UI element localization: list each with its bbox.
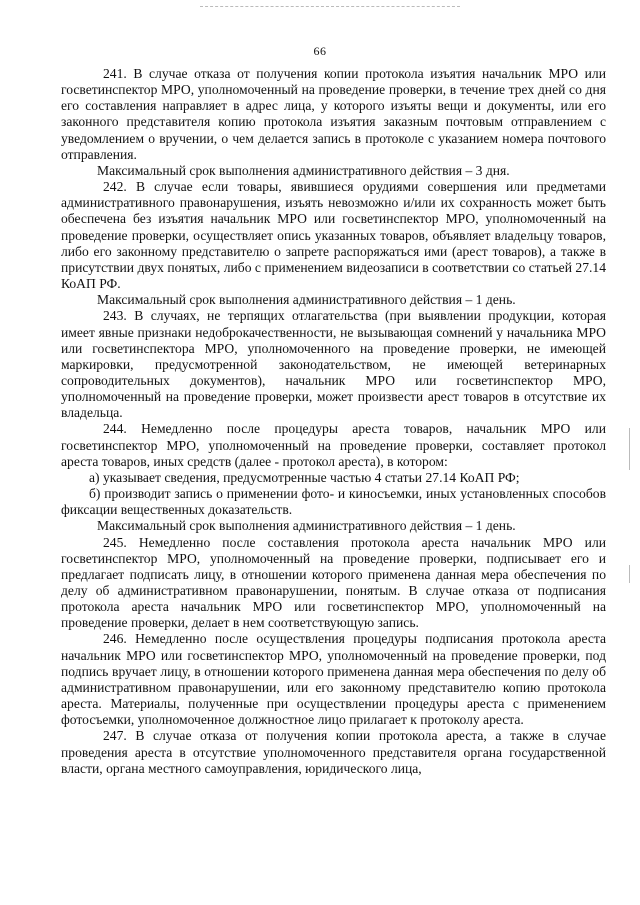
page-number: 66 [313,44,327,58]
scan-margin-mark [629,428,630,470]
list-item-paragraph: б) производит запись о применении фото- и киносъемки, иных установленных способов фиксации вещественных доказательств. [61,486,606,518]
paragraph: 247. В случае отказа от получения копии протокола ареста, а также в случае проведения ареста в отсутствие уполномоченного представителя органа государственной власти, органа местного самоуправления, юридического лица, [61,728,606,776]
deadline-paragraph: Максимальный срок выполнения административного действия – 1 день. [97,518,516,534]
document-body [61,66,606,777]
paragraph: 243. В случаях, не терпящих отлагательства (при выявлении продукции, которая имеет явные признаки недоброкачественности, не вызывающая сомнений у начальника МРО или госветинспектора МРО, уполномоченного на проведение проверки, не имеющей маркировки, предусмотренной законодательством, не имеющей ветеринарных сопроводительных документов), начальник МРО или госветинспектор МРО, уполномоченный на проведение проверки, может произвести арест товаров в отсутствие их владельца. [61,308,606,421]
scan-edge-line [200,6,460,8]
scan-margin-mark [629,565,630,583]
deadline-paragraph: Максимальный срок выполнения административного действия – 1 день. [97,292,516,308]
paragraph: 241. В случае отказа от получения копии протокола изъятия начальник МРО или госветинспектор МРО, уполномоченный на проведение проверки, в течение трех дней со дня его составления направляет в адрес лица, у которого изъяты вещи и документы, или его законного представителя копию протокола изъятия заказным почтовым отправлением с уведомлением о вручении, о чем делается запись в протоколе с указанием номера почтового отправления. [61,66,606,162]
paragraph: 245. Немедленно после составления протокола ареста начальник МРО или госветинспектор МРО, уполномоченный на проведение проверки, подписывает его и предлагает подписать лицу, в отношении которого применена данная мера обеспечения по делу об административном правонарушении, понятым. В случае отказа от подписания протокола ареста начальник МРО или госветинспектор МРО, уполномоченный на проведение проверки, делает в нем соответствующую запись. [61,534,606,631]
list-item-paragraph: а) указывает сведения, предусмотренные частью 4 статьи 27.14 КоАП РФ; [89,469,520,485]
paragraph: 242. В случае если товары, явившиеся орудиями совершения или предметами административного правонарушения, изъять невозможно и/или их сохранность может быть обеспечена без изъятия начальник МРО или госветинспектор МРО, уполномоченный на проведение проверки, осуществляет опись указанных товаров, объявляет владельцу товаров, либо его законному представителю о запрете распоряжаться ими (арест товаров), а также в присутствии двух понятых, либо с применением видеозаписи в соответствии со статьей 27.14 КоАП РФ. [61,179,606,292]
paragraph: 244. Немедленно после процедуры ареста товаров, начальник МРО или госветинспектор МРО, уполномоченный на проведение проверки, составляет протокол ареста товаров, иных средств (далее - протокол ареста), в котором: [61,421,606,469]
paragraph: 246. Немедленно после осуществления процедуры подписания протокола ареста начальник МРО или госветинспектор МРО, уполномоченный на проведение проверки, под подпись вручает лицу, в отношении которого применена данная мера обеспечения по делу об административном правонарушении, или его законному представителю копию протокола ареста. Материалы, полученные при осуществлении процедуры ареста с применением фотосъемки, уполномоченное должностное лицо прилагает к протоколу ареста. [61,631,606,728]
deadline-paragraph: Максимальный срок выполнения административного действия – 3 дня. [97,162,510,178]
